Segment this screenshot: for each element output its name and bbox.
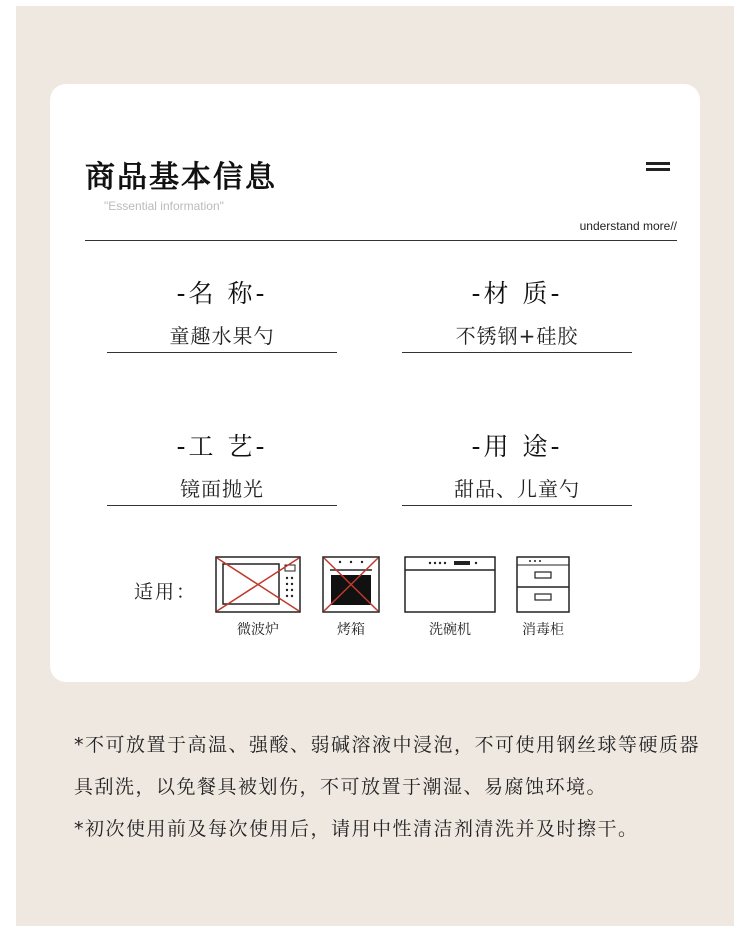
sterilizer-cabinet-icon [516, 556, 570, 613]
info-value: 不锈钢+硅胶 [455, 324, 579, 348]
appliance-microwave [214, 556, 302, 639]
info-value: 镜面抛光 [180, 477, 264, 501]
info-material [402, 274, 632, 349]
info-usage [402, 427, 632, 502]
info-label: -工 艺- [176, 432, 268, 461]
appliance-sterilizer [513, 556, 573, 639]
appliance-dishwasher [403, 556, 497, 639]
oven-icon [322, 556, 380, 613]
info-divider [107, 352, 337, 353]
usage-notes [74, 724, 714, 850]
appliance-name: 微波炉 [237, 622, 279, 638]
info-label: -材 质- [471, 279, 563, 308]
applicable-label: 适用： [134, 581, 198, 603]
info-divider [402, 505, 632, 506]
dishwasher-icon [404, 556, 496, 613]
microwave-icon [215, 556, 301, 613]
info-value: 甜品、儿童勺 [454, 477, 580, 501]
note-text: *不可放置于高温、强酸、弱碱溶液中浸泡，不可使用钢丝球等硬质器具刮洗，以免餐具被划伤，不可放置于潮湿、易腐蚀环境。 [74, 734, 701, 798]
info-label: -用 途- [471, 432, 563, 461]
info-value: 童趣水果勺 [169, 324, 275, 348]
appliance-name: 消毒柜 [522, 622, 564, 638]
understand-more-link[interactable]: understand more// [579, 219, 677, 233]
header-divider [85, 240, 677, 241]
info-divider [107, 505, 337, 506]
appliance-name: 洗碗机 [429, 622, 471, 638]
appliance-oven [318, 556, 384, 639]
menu-icon[interactable] [646, 162, 670, 176]
page-title: 商品基本信息 [85, 160, 277, 195]
appliance-name: 烤箱 [337, 622, 365, 638]
page-subtitle: "Essential information" [104, 199, 224, 213]
info-name [107, 274, 337, 349]
info-label: -名 称- [176, 279, 268, 308]
info-craft [107, 427, 337, 502]
info-divider [402, 352, 632, 353]
note-text: *初次使用前及每次使用后，请用中性清洁剂清洗并及时擦干。 [74, 818, 639, 840]
